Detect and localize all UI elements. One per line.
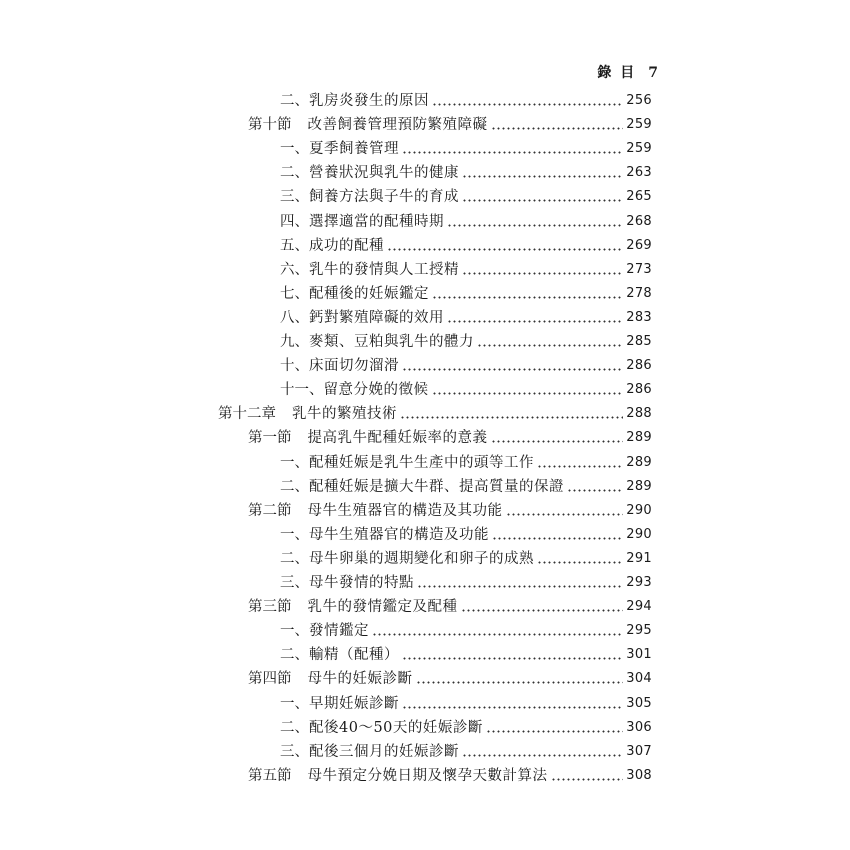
toc-dot-leader	[400, 416, 623, 419]
toc-entry-page-number: 305	[626, 695, 652, 711]
toc-entry-prefix: 八、	[280, 309, 309, 326]
toc-entry-title: 母牛生殖器官的構造及功能	[309, 526, 489, 543]
toc-subsection-entry	[280, 185, 652, 209]
toc-subsection-entry	[280, 354, 652, 378]
toc-entry-prefix: 四、	[280, 213, 309, 230]
toc-section-entry	[248, 113, 652, 137]
toc-entry-prefix: 三、	[280, 189, 309, 206]
toc-subsection-entry	[280, 137, 652, 161]
toc-entry-prefix: 六、	[280, 261, 309, 278]
toc-entry-page-number: 273	[626, 261, 652, 277]
toc-entry-page-number: 289	[626, 478, 652, 494]
toc-entry-title: 營養狀況與乳牛的健康	[309, 165, 459, 182]
toc-entry-prefix: 第五節	[248, 767, 292, 784]
toc-dot-leader	[461, 609, 624, 612]
toc-section-entry	[248, 595, 652, 619]
toc-entry-page-number: 295	[626, 623, 652, 639]
toc-subsection-entry	[280, 523, 652, 547]
toc-dot-leader	[537, 465, 623, 468]
toc-dot-leader	[402, 657, 623, 660]
toc-dot-leader	[551, 778, 624, 781]
toc-entry-page-number: 290	[626, 526, 652, 542]
toc-dot-leader	[447, 224, 623, 227]
toc-dot-leader	[417, 585, 623, 588]
toc-subsection-entry	[280, 740, 652, 764]
toc-entry-prefix: 二、	[280, 478, 309, 495]
toc-subsection-entry	[280, 258, 652, 282]
toc-entry-prefix: 三、	[280, 575, 309, 591]
toc-entry-prefix: 一、	[280, 141, 309, 158]
toc-entry-page-number: 265	[626, 189, 652, 205]
toc-dot-leader	[486, 730, 623, 733]
toc-entry-prefix: 九、	[280, 334, 309, 350]
toc-dot-leader	[491, 127, 624, 130]
toc-entry-title: 乳牛的發情鑑定及配種	[307, 599, 458, 616]
toc-dot-leader	[432, 392, 624, 395]
toc-dot-leader	[492, 537, 623, 540]
running-header-label: 錄 目	[597, 65, 637, 81]
toc-entry-title: 留意分娩的徵候	[323, 382, 429, 399]
toc-entry-page-number: 301	[626, 647, 652, 663]
toc-chapter-entry	[218, 402, 652, 426]
toc-entry-page-number: 286	[626, 358, 652, 374]
toc-entry-page-number: 286	[626, 382, 652, 398]
toc-entry-title: 乳牛的發情與人工授精	[309, 261, 459, 278]
toc-entry-title: 提高乳牛配種妊娠率的意義	[307, 430, 488, 447]
toc-dot-leader	[447, 320, 623, 323]
toc-entry-title: 選擇適當的配種時期	[309, 213, 444, 230]
toc-entry-prefix: 二、	[280, 647, 309, 664]
toc-entry-page-number: 256	[626, 93, 652, 108]
toc-entry-page-number: 278	[626, 285, 652, 301]
toc-entry-prefix: 第四節	[248, 671, 292, 688]
toc-dot-leader	[372, 633, 623, 636]
toc-subsection-entry	[280, 330, 652, 354]
toc-entry-page-number: 268	[626, 213, 652, 229]
toc-dot-leader	[416, 681, 624, 684]
toc-entry-prefix: 十、	[280, 358, 309, 375]
toc-entry-title: 配種妊娠是乳牛生產中的頭等工作	[309, 454, 534, 471]
toc-entry-page-number: 308	[626, 767, 652, 783]
toc-entry-page-number: 263	[626, 165, 652, 181]
toc-entry-page-number: 306	[626, 719, 652, 735]
toc-dot-leader	[387, 248, 623, 251]
toc-entry-title: 乳牛的繁殖技術	[292, 406, 397, 423]
toc-entry-title: 鈣對繁殖障礙的效用	[309, 309, 444, 326]
running-header	[560, 62, 660, 82]
toc-dot-leader	[402, 706, 623, 709]
toc-subsection-entry	[280, 619, 652, 643]
toc-entry-title: 成功的配種	[309, 237, 384, 254]
toc-dot-leader	[462, 175, 623, 178]
toc-entry-title: 乳房炎發生的原因	[309, 93, 429, 109]
toc-entry-page-number: 288	[626, 406, 652, 422]
toc-entry-title: 夏季飼養管理	[309, 141, 399, 158]
toc-entry-page-number: 259	[626, 117, 652, 133]
toc-entry-title: 麥類、豆粕與乳牛的體力	[309, 334, 474, 350]
toc-entry-prefix: 第一節	[248, 430, 292, 447]
toc-entry-prefix: 七、	[280, 285, 309, 302]
running-header-page-number: 7	[648, 65, 660, 81]
toc-dot-leader	[462, 272, 623, 275]
toc-entry-prefix: 一、	[280, 695, 309, 712]
toc-entry-prefix: 二、	[280, 550, 309, 567]
toc-subsection-entry	[280, 451, 652, 475]
toc-dot-leader	[462, 199, 623, 202]
toc-entry-title: 母牛生殖器官的構造及其功能	[307, 502, 503, 519]
toc-section-entry	[248, 499, 652, 523]
toc-entry-prefix: 第二節	[248, 502, 292, 519]
toc-entry-prefix: 二、	[280, 719, 309, 736]
toc-entry-prefix: 二、	[280, 165, 309, 182]
toc-entry-title: 飼養方法與子牛的育成	[309, 189, 459, 206]
toc-section-entry	[248, 426, 652, 450]
toc-dot-leader	[506, 513, 624, 516]
toc-entry-prefix: 一、	[280, 623, 309, 640]
toc-subsection-entry	[280, 89, 652, 113]
toc-dot-leader	[567, 489, 623, 492]
toc-subsection-entry	[280, 643, 652, 667]
toc-entry-page-number: 307	[626, 743, 652, 759]
toc-subsection-entry	[280, 378, 652, 402]
toc-entry-prefix: 第十節	[248, 117, 292, 134]
toc-subsection-entry	[280, 716, 652, 740]
toc-subsection-entry	[280, 547, 652, 571]
toc-dot-leader	[432, 103, 623, 106]
toc-dot-leader	[402, 368, 623, 371]
toc-dot-leader	[432, 296, 623, 299]
toc-entry-title: 發情鑑定	[309, 623, 369, 640]
toc-entry-title: 配種後的妊娠鑑定	[309, 285, 429, 302]
toc-entry-page-number: 290	[626, 502, 652, 518]
toc-subsection-entry	[280, 306, 652, 330]
toc-entry-page-number: 289	[626, 454, 652, 470]
toc-entry-page-number: 269	[626, 237, 652, 253]
toc-subsection-entry	[280, 692, 652, 716]
toc-entry-page-number: 285	[626, 334, 652, 349]
toc-entry-prefix: 二、	[280, 93, 309, 109]
toc-entry-title: 改善飼養管理預防繁殖障礙	[307, 117, 488, 134]
toc-entry-page-number: 283	[626, 309, 652, 325]
toc-entry-prefix: 三、	[280, 743, 309, 760]
toc-subsection-entry	[280, 161, 652, 185]
toc-entry-title: 母牛的妊娠診斷	[307, 671, 413, 688]
toc-dot-leader	[462, 754, 623, 757]
toc-entry-page-number: 293	[626, 575, 652, 590]
toc-dot-leader	[477, 344, 623, 347]
toc-subsection-entry	[280, 571, 652, 595]
toc-entry-title: 配後三個月的妊娠診斷	[309, 743, 459, 760]
toc-entry-title: 配後40～50天的妊娠診斷	[309, 719, 483, 736]
toc-subsection-entry	[280, 475, 652, 499]
toc-entry-prefix: 五、	[280, 237, 309, 254]
toc-entry-title: 母牛卵巢的週期變化和卵子的成熟	[309, 550, 534, 567]
toc-subsection-entry	[280, 210, 652, 234]
toc-dot-leader	[491, 440, 624, 443]
toc-entry-page-number: 304	[626, 671, 652, 687]
toc-entry-prefix: 十一、	[280, 382, 324, 399]
toc-section-entry	[248, 764, 652, 788]
toc-dot-leader	[402, 151, 623, 154]
toc-section-entry	[248, 667, 652, 691]
toc-subsection-entry	[280, 234, 652, 258]
toc-entry-title: 母牛預定分娩日期及懷孕天數計算法	[307, 767, 548, 784]
toc-entry-title: 配種妊娠是擴大牛群、提高質量的保證	[309, 478, 564, 495]
toc-entry-page-number: 294	[626, 599, 652, 615]
toc-entry-page-number: 259	[626, 141, 652, 157]
toc-entry-prefix: 第三節	[248, 599, 292, 616]
toc-entry-title: 母牛發情的特點	[309, 575, 414, 591]
toc-entry-prefix: 第十二章	[218, 406, 276, 423]
toc-entry-prefix: 一、	[280, 454, 309, 471]
toc-entry-page-number: 291	[626, 550, 652, 566]
toc-entry-title: 早期妊娠診斷	[309, 695, 399, 712]
toc-entry-title: 床面切勿溜滑	[309, 358, 399, 375]
toc-dot-leader	[537, 561, 623, 564]
toc-entry-page-number: 289	[626, 430, 652, 446]
toc-subsection-entry	[280, 282, 652, 306]
toc-entry-title: 輸精（配種）	[309, 647, 399, 664]
toc-entry-prefix: 一、	[280, 526, 309, 543]
